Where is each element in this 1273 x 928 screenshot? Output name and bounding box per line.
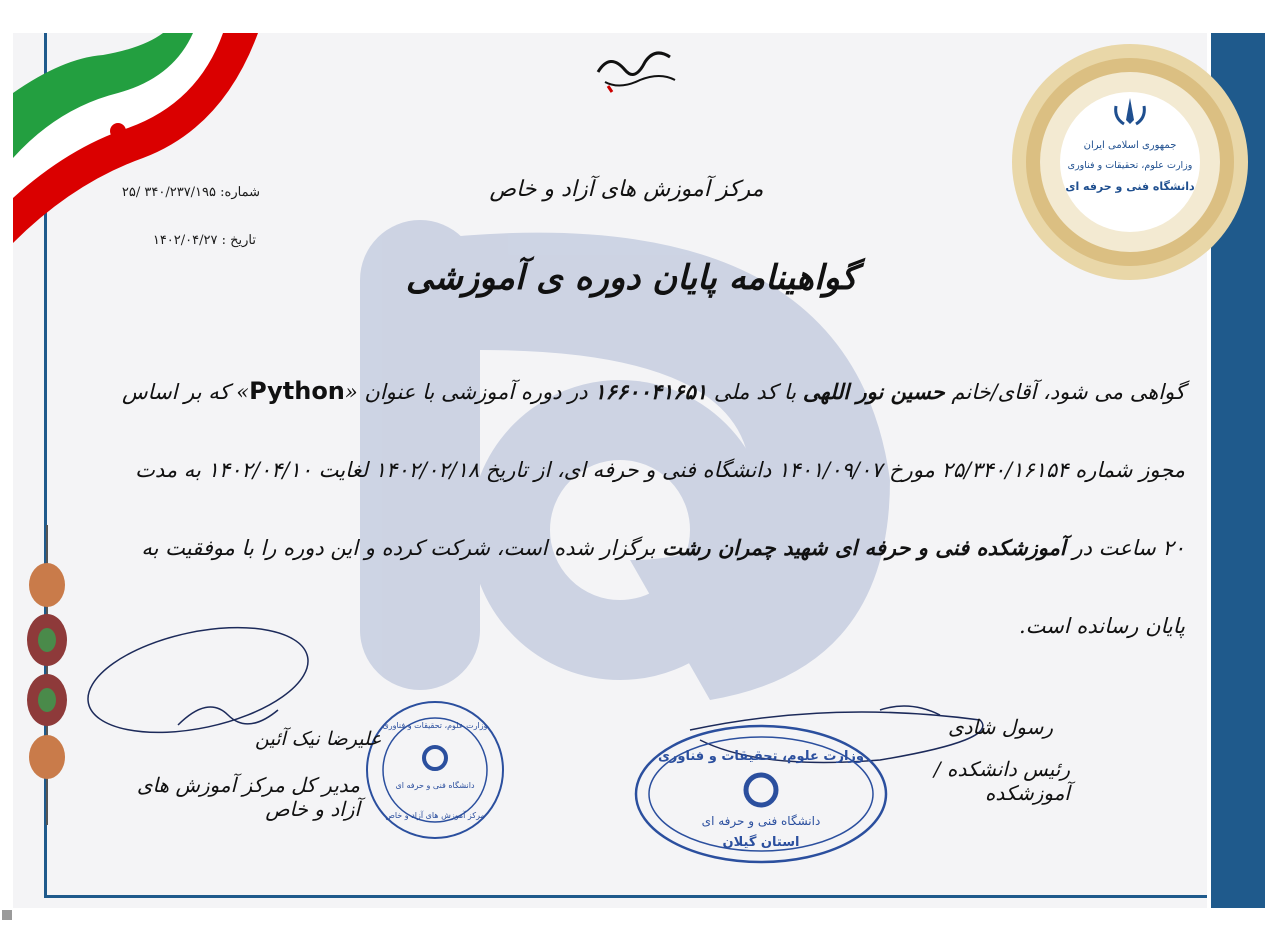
- duration: ۲۰ ساعت در: [1072, 536, 1185, 560]
- license-date: ۱۴۰۱/۰۹/۰۷: [778, 458, 883, 482]
- national-id: ۱۶۶۰۰۴۱۶۵۱: [594, 379, 708, 404]
- right-stamp-bottom: استان گیلان: [722, 835, 800, 850]
- number-label: شماره:: [220, 185, 260, 200]
- license-date-text: مورخ: [889, 458, 935, 482]
- date-value: ۱۴۰۲/۰۴/۲۷: [152, 233, 218, 248]
- license-number: ۲۵/۳۴۰/۱۶۱۵۴: [941, 458, 1069, 482]
- emblem-line1: جمهوری اسلامی ایران: [1083, 140, 1177, 151]
- bismillah-calligraphy: [590, 42, 680, 94]
- left-stamp-top: وزارت علوم، تحقیقات و فناوری: [382, 721, 488, 730]
- person-name: حسین نور اللهی: [802, 379, 945, 404]
- course-intro: در دوره آموزشی با عنوان: [364, 380, 588, 404]
- left-signer-title: مدیر کل مرکز آموزش های آزاد و خاص: [136, 773, 360, 821]
- university-text: دانشگاه فنی و حرفه ای، از تاریخ: [485, 458, 772, 482]
- left-stamp-bottom: مرکز آموزش های آزاد و خاص: [385, 811, 485, 820]
- start-date: ۱۴۰۲/۰۲/۱۸: [374, 458, 480, 482]
- school-name: آموزشکده فنی و حرفه ای شهید چمران رشت: [662, 535, 1066, 560]
- certificate-body: گواهی می شود، آقای/خانم حسین نور اللهی با کد ملی ۱۶۶۰۰۴۱۶۵۱ در دوره آموزشی با عنوان «Python» که بر اساس مجوز شماره ۲۵/۳۴۰/۱۶۱۵۴ مورخ ۱۴۰۱/۰۹/۰۷ دانشگاه فنی و حرفه ای، از تاریخ ۱۴۰۲/۰۲/۱۸ لغایت ۱۴۰۲/۰۴/۱۰ به مدت ۲۰ ساعت در آموزشکده فنی و حرفه ای شهید چمران رشت برگزار شده است، شرکت کرده و این دوره را با موفقیت به پایان رسانده است.: [122, 377, 1185, 638]
- left-official-stamp: [360, 700, 510, 840]
- side-ornament: [22, 525, 72, 825]
- emblem-line2: وزارت علوم، تحقیقات و فناوری: [1067, 160, 1193, 171]
- right-signer-name: رسول شادی: [948, 715, 1054, 739]
- corner-mark: [2, 910, 12, 920]
- left-stamp-mid: دانشگاه فنی و حرفه ای: [395, 781, 475, 790]
- certificate-title: گواهینامه پایان دوره ی آموزشی: [405, 258, 858, 298]
- body-intro: گواهی می شود، آقای/خانم: [951, 380, 1185, 404]
- left-signer-name: علیرضا نیک آئین: [255, 728, 382, 750]
- end-date: ۱۴۰۲/۰۴/۱۰: [207, 458, 312, 482]
- license-text: که بر اساس مجوز شماره: [122, 380, 1185, 482]
- flag-emblem-icon: [110, 123, 126, 139]
- center-subtitle: مرکز آموزش های آزاد و خاص: [489, 177, 764, 202]
- university-logo-icon: [424, 747, 446, 769]
- duration-text: به مدت: [135, 458, 201, 482]
- until-text: لغایت: [318, 458, 369, 482]
- national-id-text: با کد ملی: [713, 380, 797, 404]
- closing-text: برگزار شده است، شرکت کرده و این دوره را با موفقیت به پایان رسانده است.: [141, 536, 1185, 638]
- iran-flag-ribbon: [13, 33, 258, 248]
- certificate-date: [100, 233, 256, 248]
- ministry-emblem: [1006, 40, 1254, 285]
- right-signer-title: رئیس دانشکده / آموزشکده: [933, 757, 1070, 805]
- emblem-line3: دانشگاه فنی و حرفه ای: [1065, 180, 1195, 193]
- course-name: Python: [249, 377, 345, 405]
- university-logo-icon: [746, 775, 776, 805]
- number-value: ۳۴۰/۲۳۷/۱۹۵ /۲۵: [121, 185, 217, 200]
- right-official-stamp: [632, 720, 890, 868]
- date-label: تاریخ :: [221, 233, 256, 248]
- right-stamp-top: وزارت علوم، تحقیقات و فناوری: [658, 749, 864, 764]
- right-stamp-mid: دانشگاه فنی و حرفه ای: [701, 814, 821, 828]
